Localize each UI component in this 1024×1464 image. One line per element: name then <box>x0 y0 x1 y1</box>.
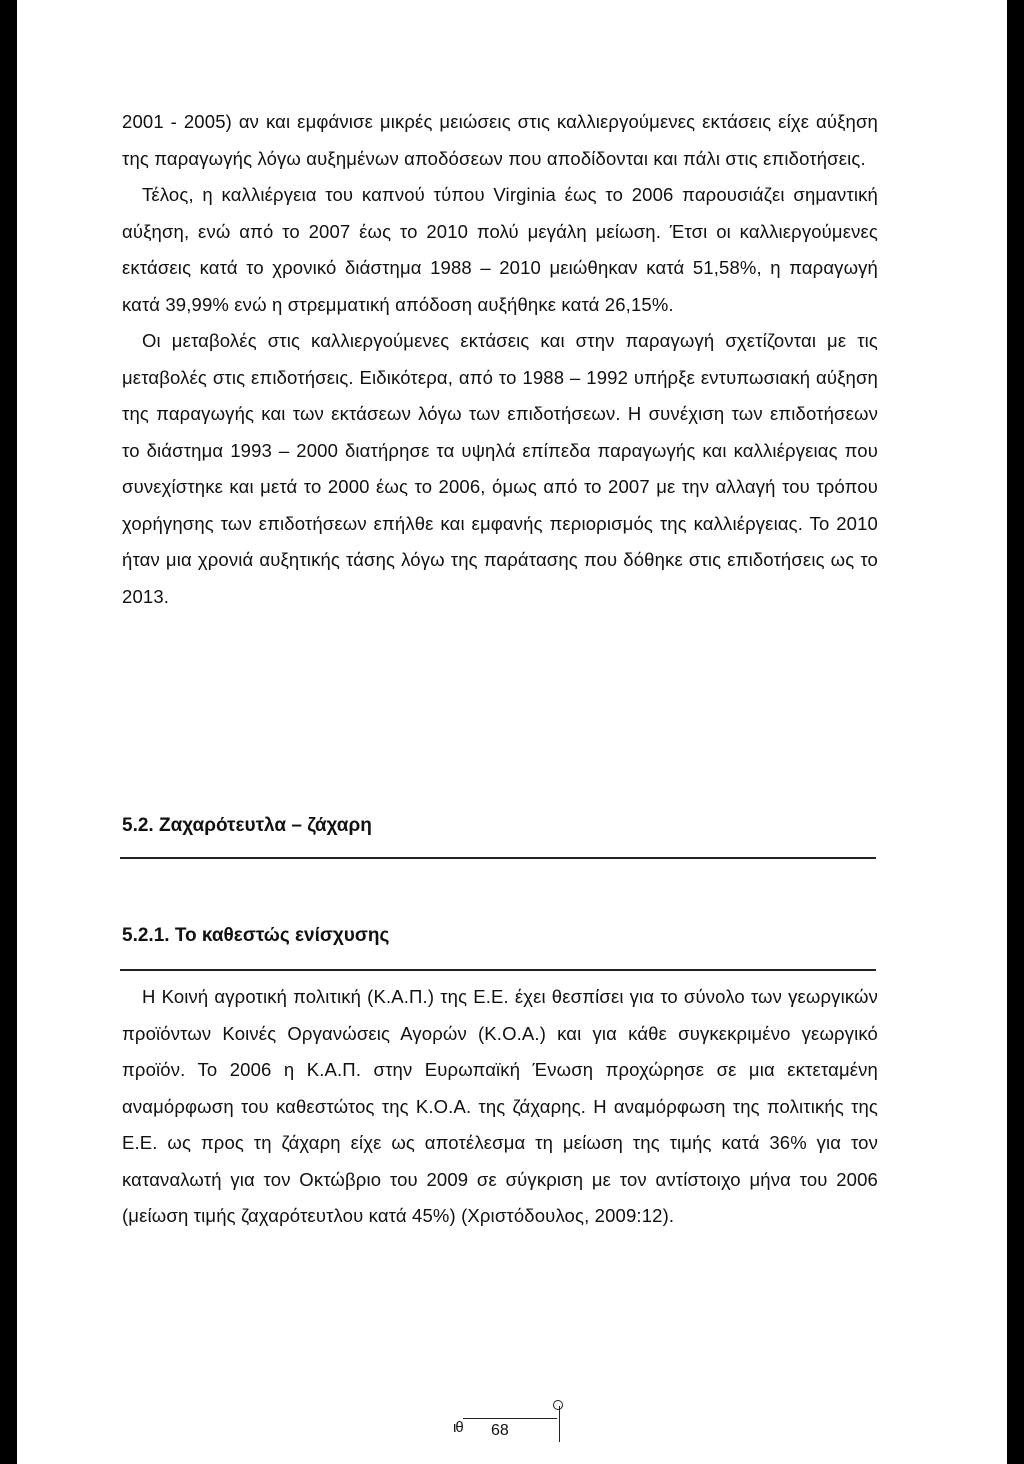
paragraph: Τέλος, η καλλιέργεια του καπνού τύπου Virginia έως το 2006 παρουσιάζει σημαντική αύξηση, ενώ από το 2007 έως το 2010 πολύ μεγάλη μείωση. Έτσι οι καλλιεργούμενες εκτάσεις κατά το χρονικό διάστημα 1988 – 2010 μειώθηκαν κατά 51,58%, η παραγωγή κατά 39,99% ενώ η στρεμματική απόδοση αυξήθηκε κατά 26,15%. <box>122 184 878 315</box>
body-text-bottom <box>122 979 878 1235</box>
paragraph: 2001 - 2005) αν και εμφάνισε μικρές μειώσεις στις καλλιεργούμενες εκτάσεις είχε αύξηση της παραγωγής λόγω αυξημένων αποδόσεων που αποδίδονται και πάλι στις επιδοτήσεις. <box>122 111 878 169</box>
subheading-underline <box>120 969 876 971</box>
paragraph: Οι μεταβολές στις καλλιεργούμενες εκτάσεις και στην παραγωγή σχετίζονται με τις μεταβολές στις επιδοτήσεις. Ειδικότερα, από το 1988 – 1992 υπήρξε εντυπωσιακή αύξηση της παραγωγής και των εκτάσεων λόγω των επιδοτήσεων. Η συνέχιση των επιδοτήσεων το διάστημα 1993 – 2000 διατήρησε τα υψηλά επίπεδα παραγωγής και καλλιέργειας που συνεχίστηκε και μετά το 2000 έως το 2006, όμως από το 2007 με την αλλαγή του τρόπου χορήγησης των επιδοτήσεων επήλθε και εμφανής περιορισμός της καλλιέργειας. Το 2010 ήταν μια χρονιά αυξητικής τάσης λόγω της παράτασης που δόθηκε στις επιδοτήσεις ως το 2013. <box>122 330 878 607</box>
heading-underline <box>120 857 876 859</box>
footer-stroke <box>463 1418 557 1419</box>
footer-curl-mark <box>553 1400 563 1410</box>
body-text-top <box>122 104 878 615</box>
handwritten-mark: ιθ <box>453 1419 463 1436</box>
section-heading: 5.2. Ζαχαρότευτλα – ζάχαρη <box>122 815 372 836</box>
document-page <box>17 0 1007 1464</box>
paragraph: Η Κοινή αγροτική πολιτική (Κ.Α.Π.) της Ε.Ε. έχει θεσπίσει για το σύνολο των γεωργικών προϊόντων Κοινές Οργανώσεις Αγορών (Κ.Ο.Α.) και για κάθε συγκεκριμένο γεωργικό προϊόν. Το 2006 η Κ.Α.Π. στην Ευρωπαϊκή Ένωση προχώρησε σε μια εκτεταμένη αναμόρφωση του καθεστώτος της Κ.Ο.Α. της ζάχαρης. Η αναμόρφωση της πολιτικής της Ε.Ε. ως προς τη ζάχαρη είχε ως αποτέλεσμα τη μείωση της τιμής κατά 36% για τον καταναλωτή για τον Οκτώβριο του 2009 σε σύγκριση με τον αντίστοιχο μήνα του 2006 (μείωση τιμής ζαχαρότευτλου κατά 45%) (Χριστόδουλος, 2009:12). <box>122 986 878 1226</box>
subsection-heading: 5.2.1. Το καθεστώς ενίσχυσης <box>122 925 390 946</box>
page-footer <box>435 1418 555 1448</box>
footer-vertical-stroke <box>559 1406 560 1442</box>
page-number: 68 <box>491 1422 509 1439</box>
